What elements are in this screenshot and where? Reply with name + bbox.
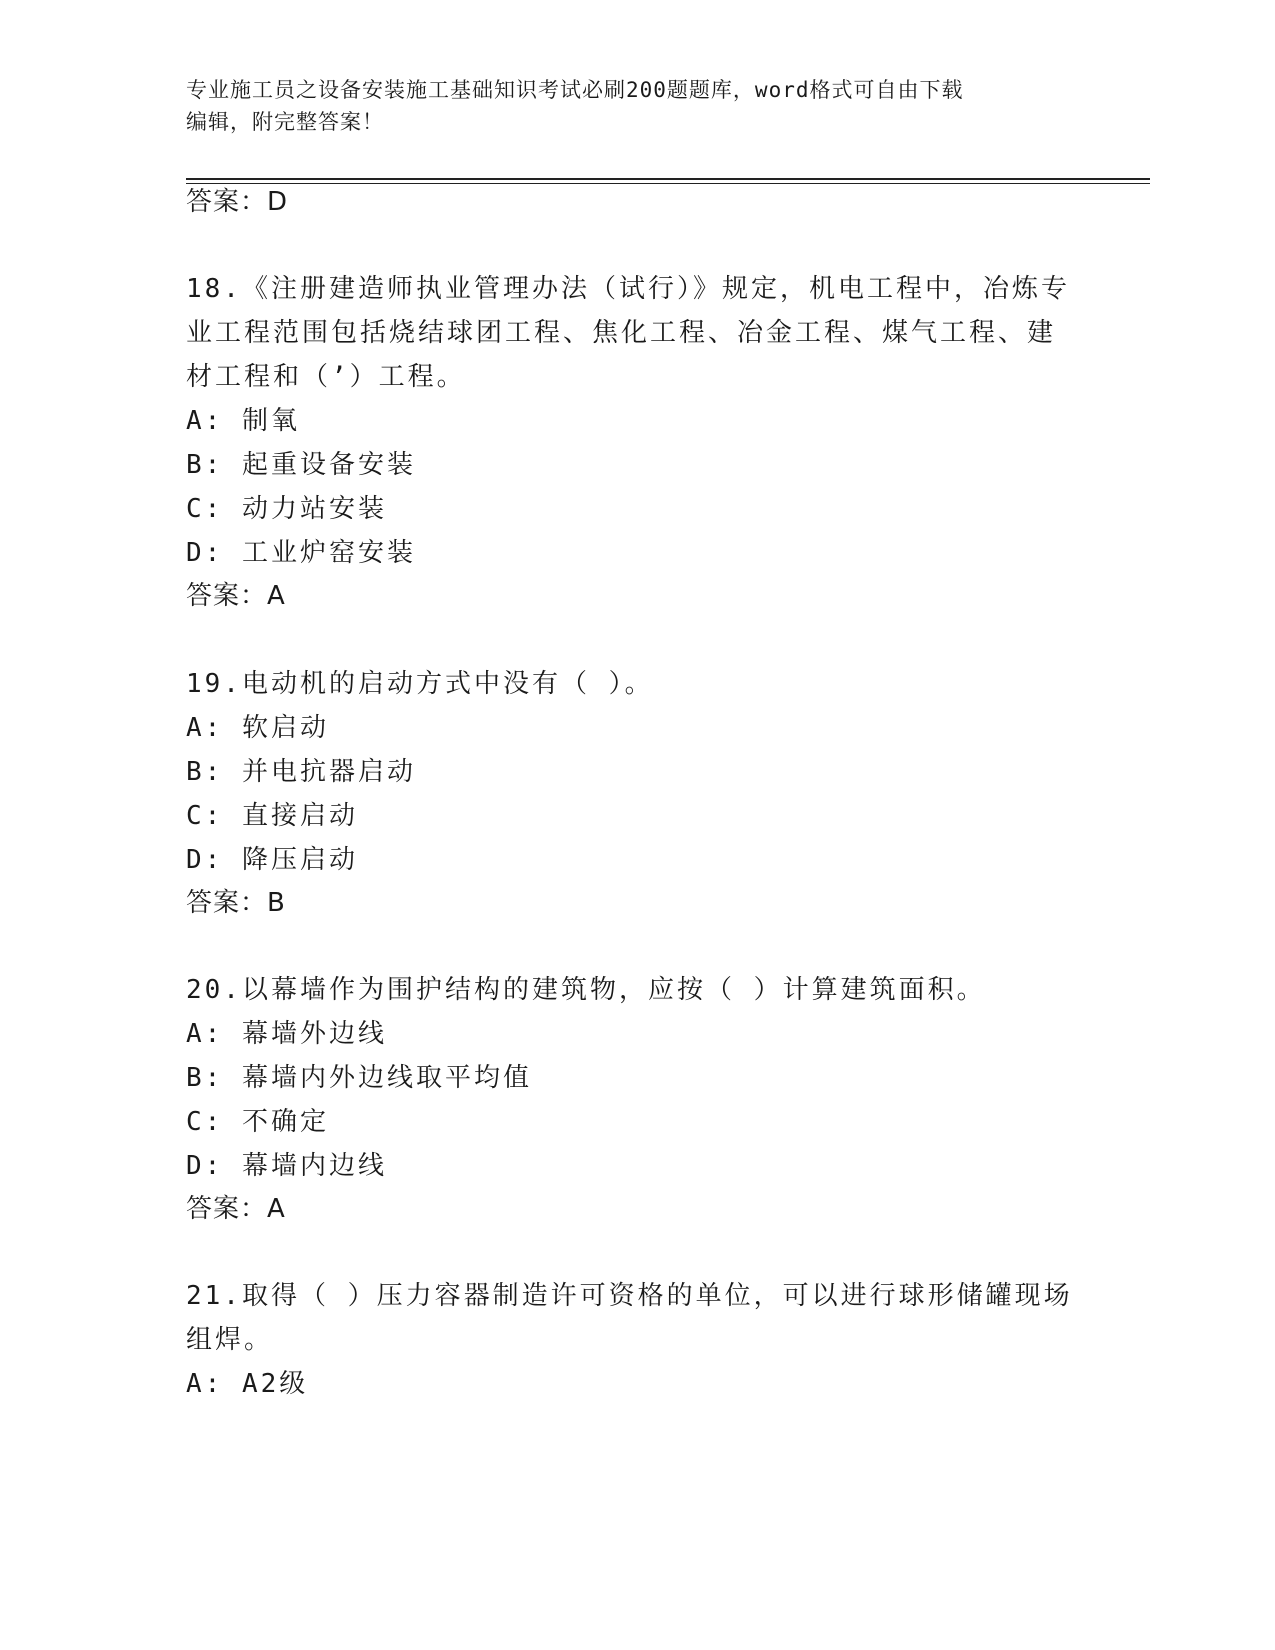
header-line-2: 编辑，附完整答案！ (186, 110, 384, 134)
q20-option-a: A: 幕墙外边线 (186, 1019, 387, 1049)
q20-text-line-1: 20.以幕墙作为围护结构的建筑物，应按（ ）计算建筑面积。 (186, 975, 986, 1005)
q19-option-a: A: 软启动 (186, 713, 329, 743)
q18-option-d: D: 工业炉窑安装 (186, 538, 416, 568)
q18-answer: 答案：A (186, 581, 286, 611)
q21-text-line-2: 组焊。 (186, 1325, 274, 1355)
q19-option-b: B: 并电抗器启动 (186, 757, 416, 787)
q21-option-a: A: A2级 (186, 1369, 309, 1399)
q19-answer: 答案：B (186, 888, 286, 918)
q18-option-c: C: 动力站安装 (186, 494, 387, 524)
q20-option-b: B: 幕墙内外边线取平均值 (186, 1063, 532, 1093)
q19-text-line-1: 19.电动机的启动方式中没有（ ）。 (186, 669, 654, 699)
q19-option-d: D: 降压启动 (186, 845, 358, 875)
header-divider-thin (186, 183, 1150, 184)
q18-option-b: B: 起重设备安装 (186, 450, 416, 480)
q20-option-d: D: 幕墙内边线 (186, 1151, 387, 1181)
header-divider-thick (186, 178, 1150, 180)
q20-option-c: C: 不确定 (186, 1107, 329, 1137)
q21-text-line-1: 21.取得（ ）压力容器制造许可资格的单位，可以进行球形储罐现场 (186, 1281, 1073, 1311)
q19-option-c: C: 直接启动 (186, 801, 358, 831)
document-header (186, 74, 1066, 138)
q18-text-line-3: 材工程和（’）工程。 (186, 362, 466, 392)
header-line-1: 专业施工员之设备安装施工基础知识考试必刷200题题库，word格式可自由下载 (186, 78, 964, 102)
answer-prev: 答案：D (186, 187, 289, 217)
q18-text-line-1: 18.《注册建造师执业管理办法（试行）》规定，机电工程中，冶炼专 (186, 274, 1070, 304)
q20-answer: 答案：A (186, 1194, 286, 1224)
q18-text-line-2: 业工程范围包括烧结球团工程、焦化工程、冶金工程、煤气工程、建 (186, 318, 1057, 348)
q18-option-a: A: 制氧 (186, 406, 300, 436)
